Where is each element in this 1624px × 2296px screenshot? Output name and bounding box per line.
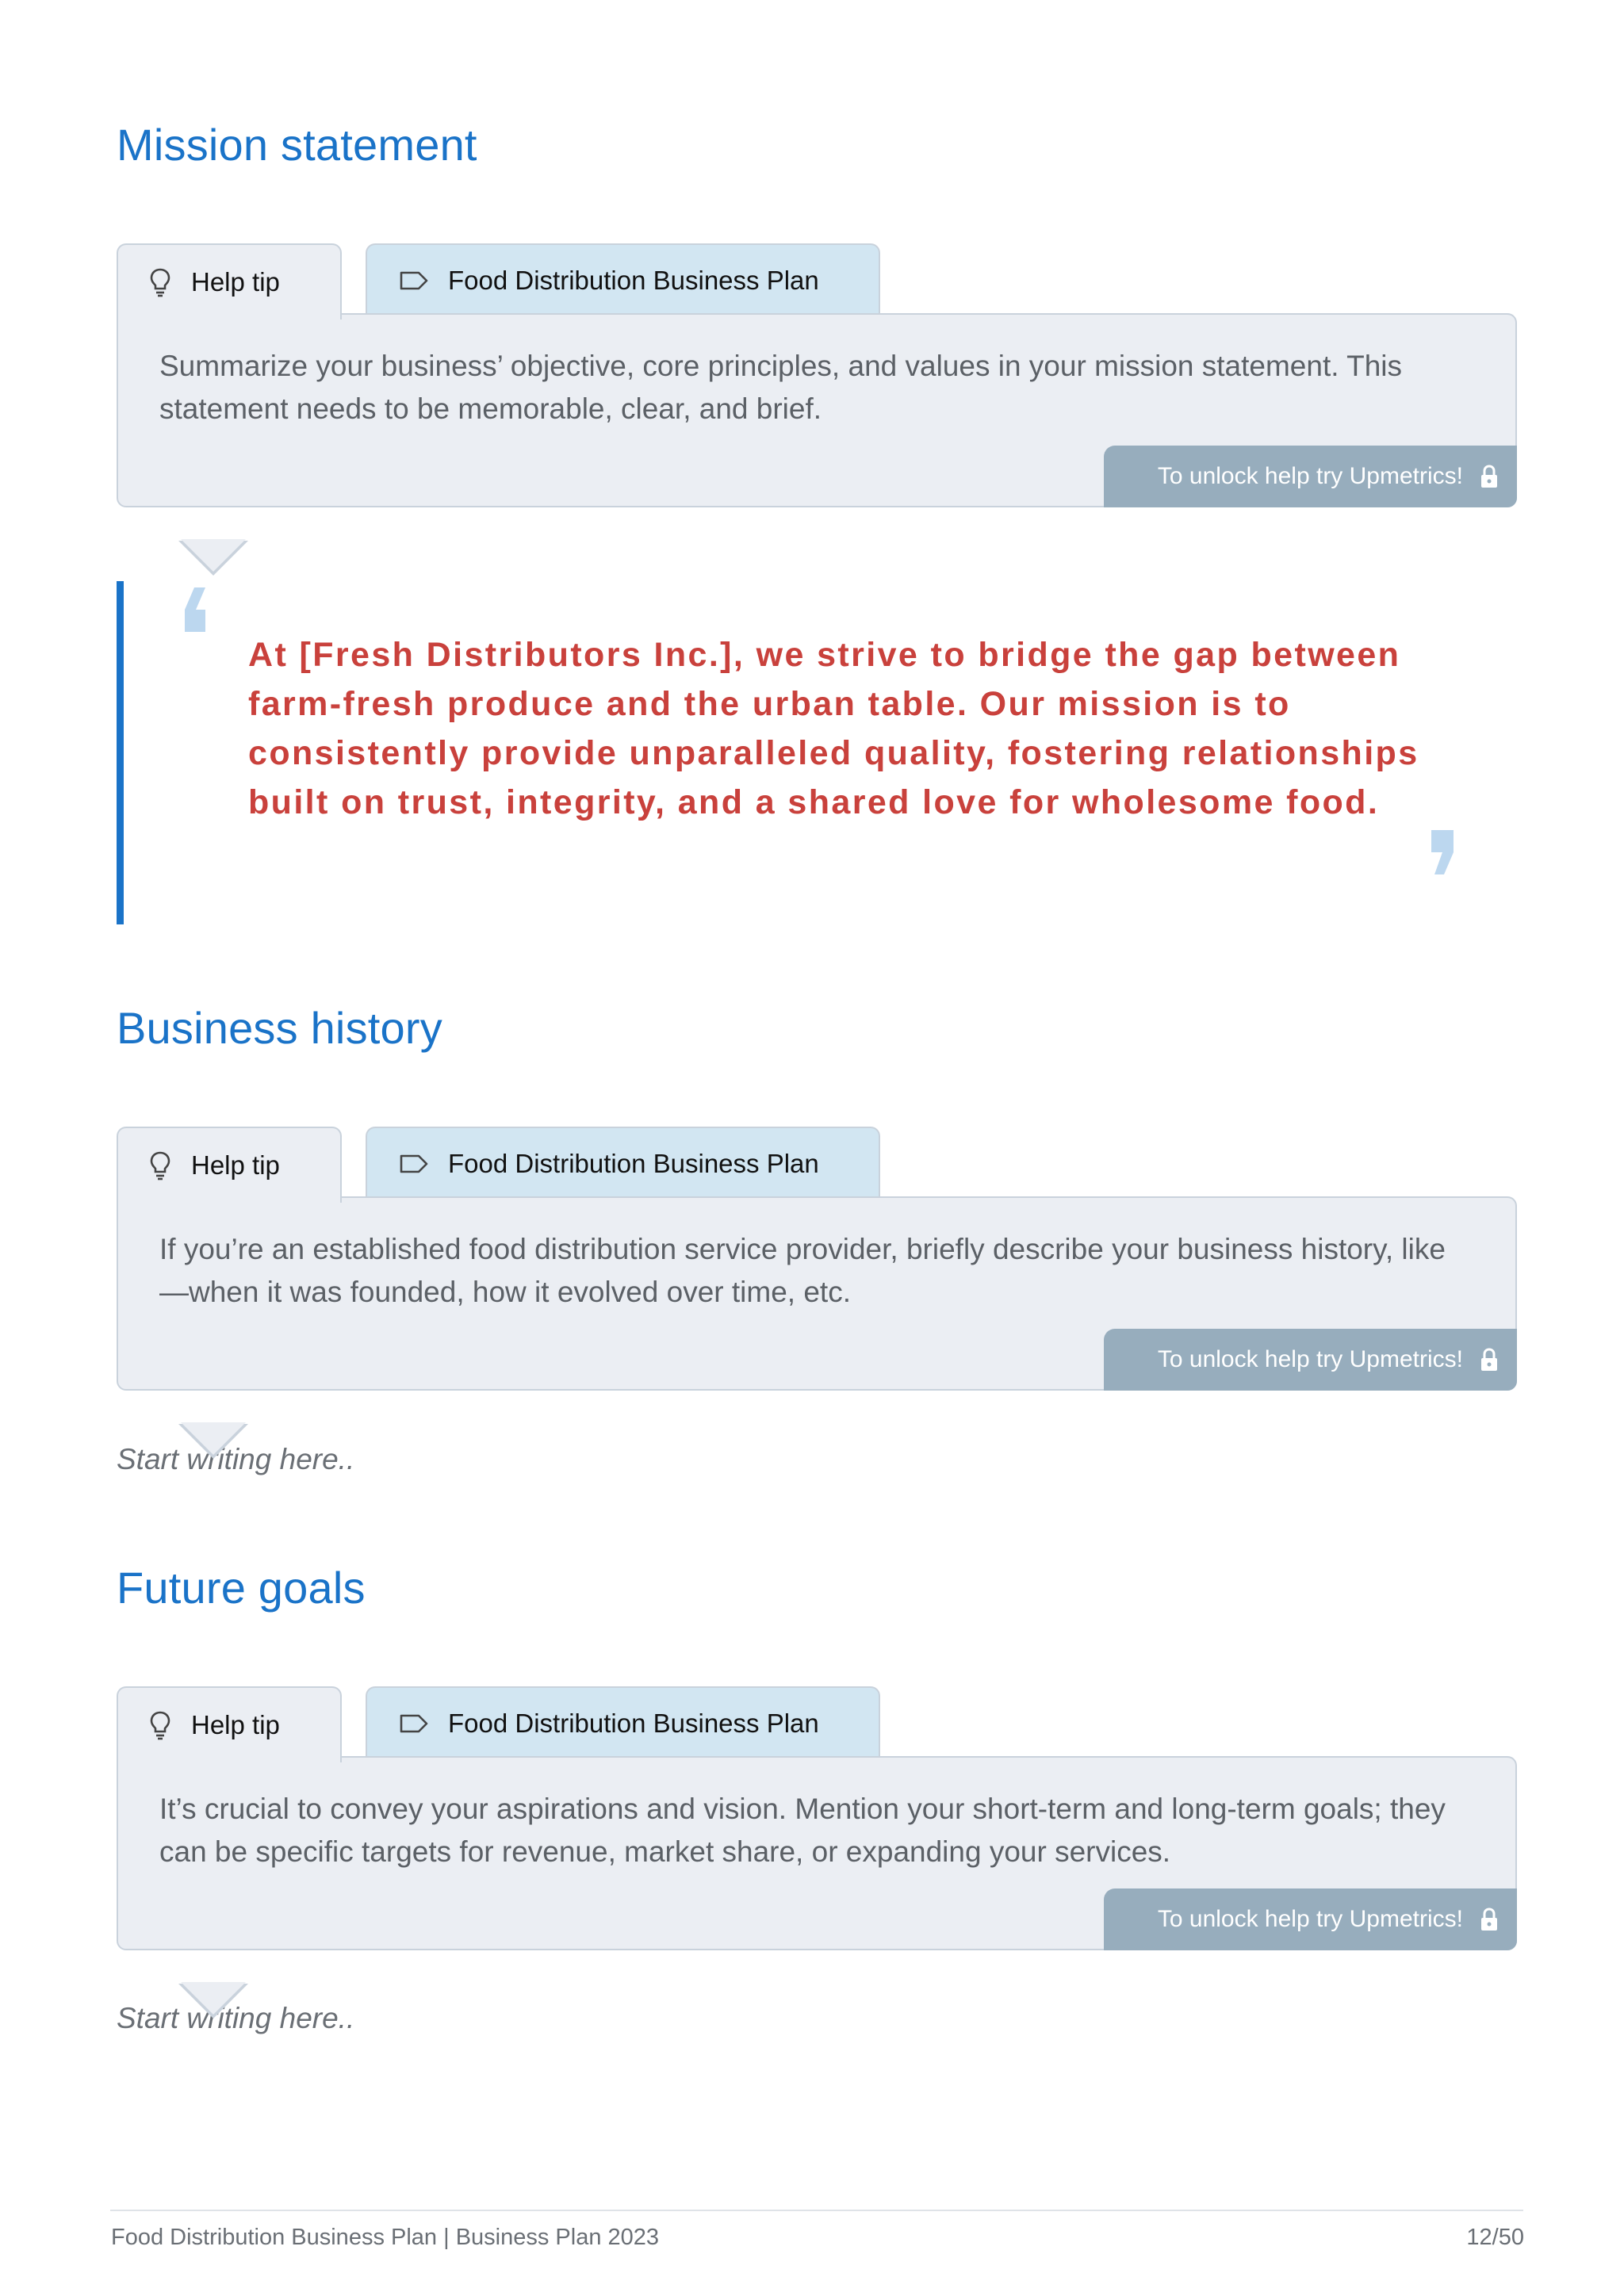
quote-accent-bar bbox=[117, 581, 124, 924]
lightbulb-icon bbox=[148, 1710, 172, 1740]
help-tip-box bbox=[117, 1196, 1517, 1391]
unlock-help-button[interactable] bbox=[1104, 1888, 1517, 1950]
tab-plan-name[interactable] bbox=[366, 243, 880, 316]
tag-icon bbox=[399, 270, 429, 291]
tag-icon bbox=[399, 1713, 429, 1734]
unlock-help-label: To unlock help try Upmetrics! bbox=[1157, 1906, 1463, 1932]
mission-quote-text: At [Fresh Distributors Inc.], we strive to bridge the gap between farm-fresh produce and the urban table. Our mission is to consistently provide unparalleled quality, fostering relationships built on trust, integrity, and a shared love for wholesome food. bbox=[248, 636, 1419, 821]
unlock-help-label: To unlock help try Upmetrics! bbox=[1157, 1346, 1463, 1372]
footer-divider bbox=[110, 2210, 1523, 2211]
tab-help-tip-label: Help tip bbox=[191, 267, 280, 297]
help-tip-box bbox=[117, 1756, 1517, 1950]
section-title-history: Business history bbox=[117, 1003, 442, 1053]
open-quote-icon bbox=[178, 586, 213, 633]
unlock-help-button[interactable] bbox=[1104, 446, 1517, 507]
tab-plan-name-label: Food Distribution Business Plan bbox=[448, 1709, 819, 1738]
tab-help-tip[interactable] bbox=[117, 243, 342, 320]
tab-plan-name[interactable] bbox=[366, 1686, 880, 1759]
lock-icon bbox=[1479, 1347, 1500, 1372]
tab-help-tip-label: Help tip bbox=[191, 1150, 280, 1180]
footer-document-title: Food Distribution Business Plan | Business Plan 2023 bbox=[111, 2225, 660, 2250]
tab-plan-name[interactable] bbox=[366, 1127, 880, 1200]
footer-page-number: 12/50 bbox=[1466, 2225, 1524, 2250]
tab-help-tip[interactable] bbox=[117, 1127, 342, 1203]
lock-icon bbox=[1479, 464, 1500, 489]
tab-help-tip[interactable] bbox=[117, 1686, 342, 1762]
close-quote-icon bbox=[1425, 828, 1460, 876]
lightbulb-icon bbox=[148, 267, 172, 297]
tab-help-tip-label: Help tip bbox=[191, 1710, 280, 1739]
tab-plan-name-label: Food Distribution Business Plan bbox=[448, 1149, 819, 1178]
section-title-future-goals: Future goals bbox=[117, 1563, 366, 1613]
help-tip-text: It’s crucial to convey your aspirations and vision. Mention your short-term and long-term goals; they can be specific targets for revenue, market share, or expanding your services. bbox=[159, 1793, 1446, 1868]
help-tip-text: If you’re an established food distribution service provider, briefly describe your business history, like—when it was founded, how it evolved over time, etc. bbox=[159, 1233, 1446, 1308]
unlock-help-button[interactable] bbox=[1104, 1329, 1517, 1391]
section-title-mission: Mission statement bbox=[117, 120, 477, 170]
tab-plan-name-label: Food Distribution Business Plan bbox=[448, 266, 819, 295]
unlock-help-label: To unlock help try Upmetrics! bbox=[1157, 463, 1463, 489]
help-tip-box bbox=[117, 313, 1517, 507]
start-writing-placeholder[interactable]: Start writing here.. bbox=[117, 2002, 355, 2034]
lightbulb-icon bbox=[148, 1150, 172, 1181]
lock-icon bbox=[1479, 1907, 1500, 1932]
start-writing-placeholder[interactable]: Start writing here.. bbox=[117, 1443, 355, 1475]
tag-icon bbox=[399, 1154, 429, 1174]
help-tip-text: Summarize your business’ objective, core principles, and values in your mission statement. This statement needs to be memorable, clear, and brief. bbox=[159, 350, 1403, 425]
mission-quote-block bbox=[117, 581, 1517, 924]
